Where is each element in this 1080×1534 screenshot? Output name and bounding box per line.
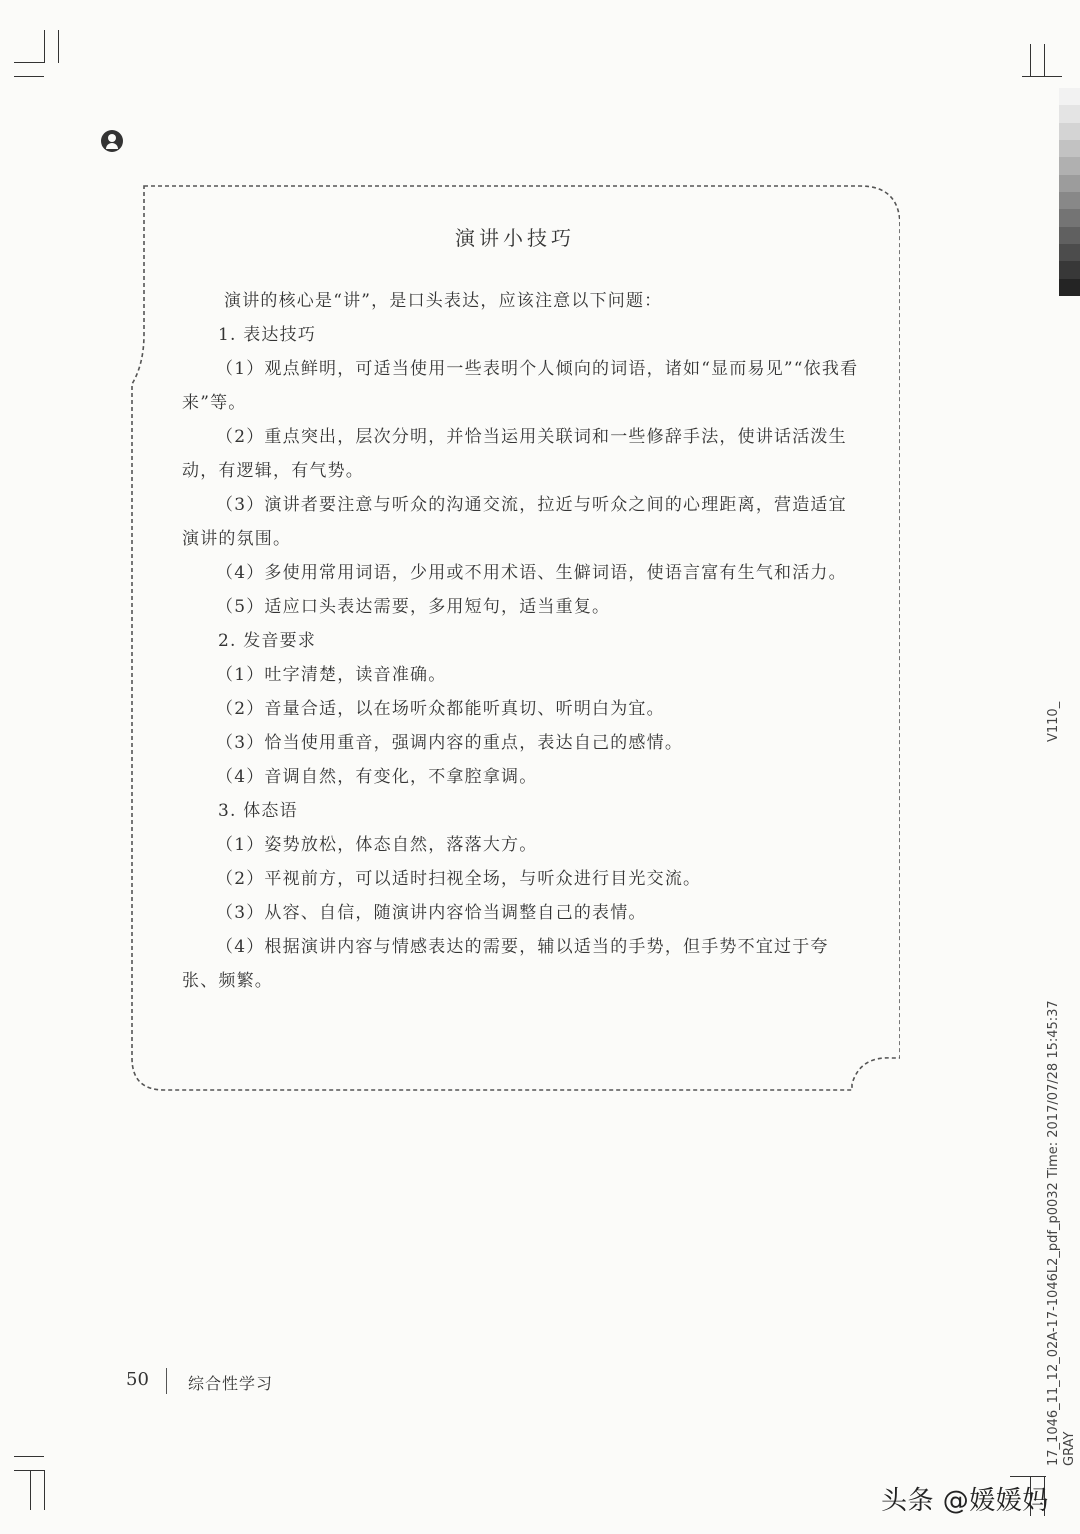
- gray-swatch: [1059, 261, 1080, 278]
- footer-divider: [166, 1368, 167, 1394]
- page-number: 50: [126, 1369, 149, 1390]
- crop-mark: [58, 30, 59, 63]
- tip-item: （1）姿势放松，体态自然，落落大方。: [216, 835, 538, 855]
- crop-mark: [14, 76, 44, 77]
- gray-swatch: [1059, 244, 1080, 261]
- gray-swatch: [1059, 209, 1080, 226]
- gray-swatch: [1059, 175, 1080, 192]
- crop-mark: [30, 1470, 31, 1510]
- gray-calibration-strip: [1059, 88, 1080, 296]
- section-label: 综合性学习: [188, 1374, 274, 1393]
- gray-swatch: [1059, 140, 1080, 157]
- gray-swatch: [1059, 157, 1080, 174]
- section-heading: 3. 体态语: [218, 801, 298, 821]
- tip-item: （1）吐字清楚，读音准确。: [216, 665, 447, 685]
- crop-mark: [1044, 44, 1045, 77]
- tip-item: （3）恰当使用重音，强调内容的重点，表达自己的感情。: [216, 733, 684, 753]
- box-title: 演讲小技巧: [455, 226, 575, 250]
- crop-mark: [1022, 76, 1062, 77]
- watermark: 头条 @媛媛妈: [881, 1486, 1049, 1516]
- section-heading: 2. 发音要求: [218, 631, 317, 651]
- tip-item: （2）平视前方，可以适时扫视全场，与听众进行目光交流。: [216, 869, 702, 889]
- margin-code: V110_: [1046, 701, 1061, 742]
- crop-mark: [14, 62, 44, 63]
- gray-swatch: [1059, 105, 1080, 122]
- crop-mark: [44, 1470, 45, 1510]
- tip-item: （2）音量合适，以在场听众都能听真切、听明白为宜。: [216, 699, 665, 719]
- tip-item: （2）重点突出，层次分明，并恰当运用关联词和一些修辞手法，使讲话活泼生动，有逻辑，有气势。: [182, 427, 847, 481]
- gray-label: GRAY: [1062, 1431, 1077, 1466]
- crop-mark: [14, 1456, 44, 1457]
- tip-item: （3）演讲者要注意与听众的沟通交流，拉近与听众之间的心理距离，营造适宜演讲的氛围。: [182, 495, 847, 549]
- tip-item: （4）多使用常用词语，少用或不用术语、生僻词语，使语言富有生气和活力。: [216, 563, 847, 583]
- crop-mark: [1030, 44, 1031, 77]
- section-heading: 1. 表达技巧: [218, 325, 317, 345]
- gray-swatch: [1059, 192, 1080, 209]
- crop-mark: [44, 30, 45, 63]
- gray-swatch: [1059, 88, 1080, 105]
- print-info: 17_1046_11_12_02A-17-1046L2_pdf_p0032 Time: 2017/07/28 15:45:37: [1046, 1000, 1061, 1466]
- tip-item: （4）音调自然，有变化，不拿腔拿调。: [216, 767, 538, 787]
- tips-box: [130, 184, 900, 1092]
- tip-item: （5）适应口头表达需要，多用短句，适当重复。: [216, 597, 611, 617]
- crop-mark: [14, 1470, 44, 1471]
- gray-swatch: [1059, 227, 1080, 244]
- box-content: [182, 284, 862, 998]
- tip-item: （4）根据演讲内容与情感表达的需要，辅以适当的手势，但手势不宜过于夸张、频繁。: [182, 937, 829, 991]
- crop-mark: [1010, 1476, 1046, 1477]
- gray-swatch: [1059, 279, 1080, 296]
- intro-paragraph: 演讲的核心是“讲”，是口头表达，应该注意以下问题：: [224, 291, 663, 311]
- tip-item: （1）观点鲜明，可适当使用一些表明个人倾向的词语，诸如“显而易见”“依我看来”等。: [182, 359, 859, 413]
- person-circle-icon: [101, 130, 123, 152]
- tip-item: （3）从容、自信，随演讲内容恰当调整自己的表情。: [216, 903, 647, 923]
- gray-swatch: [1059, 123, 1080, 140]
